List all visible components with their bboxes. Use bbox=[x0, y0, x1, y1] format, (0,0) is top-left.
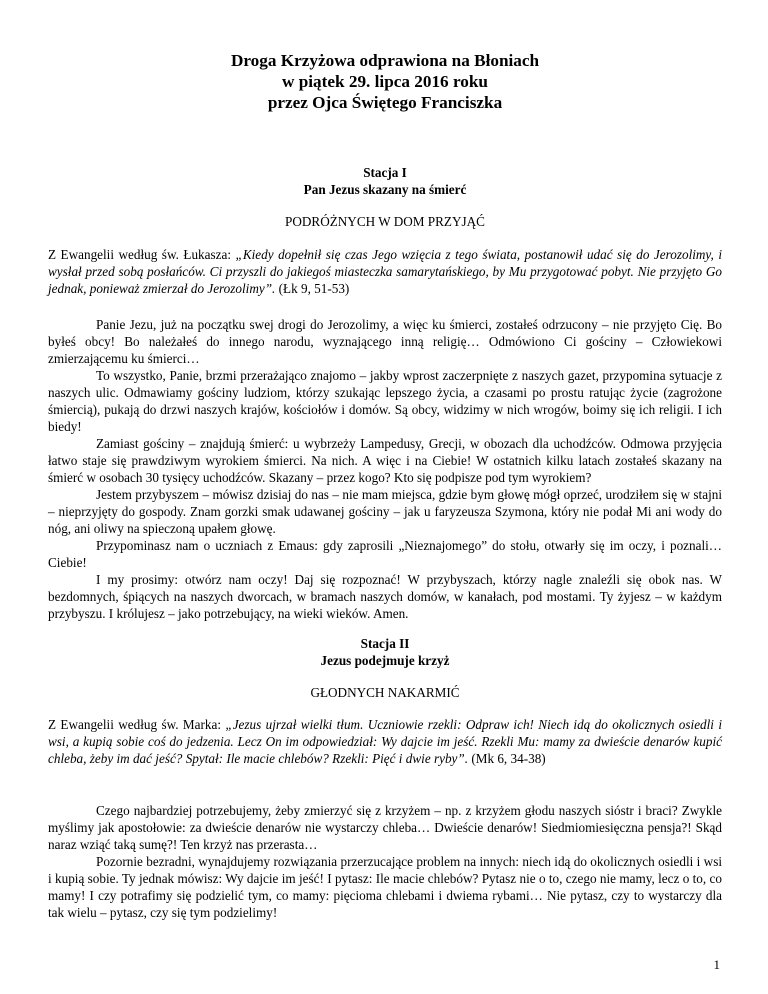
station-1-gospel bbox=[48, 246, 722, 297]
paragraph: Panie Jezu, już na początku swej drogi do Jerozolimy, a więc ku śmierci, zostałeś odrzucony – nie przyjęto Cię. Bo byłeś obcy! Bo należałeś do innego narodu, wyznającego inną religię… Odmówiono Ci gościny – Człowiekowi zmierzającemu ku śmierci… bbox=[48, 317, 722, 366]
station-2-heading: Stacja II bbox=[360, 636, 410, 651]
gospel-intro: Z Ewangelii według św. Marka: bbox=[48, 717, 226, 732]
paragraph: To wszystko, Panie, brzmi przerażająco znajomo – jakby wprost zaczerpnięte z naszych gazet, przypomina sytuacje z naszych ulic. Odmawiamy gościny ludziom, którzy szukając lepszego życia, a czasami po prostu ratując życie (zagrożone śmiercią), pukają do drzwi naszych krajów, kościołów i domów. Są obcy, widzimy w nich wrogów, boimy się ich religii. I ich biedy! bbox=[48, 368, 722, 434]
gospel-quote: „Kiedy dopełnił się czas Jego wzięcia z tego świata, postanowił udać się do Jerozolimy, i wysłał przed sobą posłańców. Ci przyszli do jakiegoś miasteczka samarytańskiego, by Mu przygotować pobyt. Nie przyjęto Go jednak, ponieważ zmierzał do Jerozolimy”. bbox=[48, 247, 722, 296]
paragraph: I my prosimy: otwórz nam oczy! Daj się rozpoznać! W przybyszach, którzy nagle znaleźli się obok nas. W bezdomnych, śpiących na naszych dworcach, w bramach naszych domów, w kanałach, pod mostami. Ty żyjesz – w każdym przybyszu. I królujesz – jako potrzebujący, na wieki wieków. Amen. bbox=[48, 572, 722, 621]
document-title bbox=[48, 50, 722, 113]
station-2-gospel bbox=[48, 716, 722, 767]
paragraph: Przypominasz nam o uczniach z Emaus: gdy zaprosili „Nieznajomego” do stołu, otwarły się im oczy, i poznali… Ciebie! bbox=[48, 538, 722, 570]
title-line-1: Droga Krzyżowa odprawiona na Błoniach bbox=[230, 51, 540, 70]
gospel-reference: (Mk 6, 34-38) bbox=[468, 751, 546, 766]
title-line-2: w piątek 29. lipca 2016 roku bbox=[282, 72, 488, 91]
station-2-body bbox=[48, 802, 722, 921]
station-1-subtitle: Pan Jezus skazany na śmierć bbox=[303, 182, 467, 197]
gospel-reference: (Łk 9, 51-53) bbox=[275, 281, 350, 296]
gospel-intro: Z Ewangelii według św. Łukasza: bbox=[48, 247, 236, 262]
station-1-theme: PODRÓŻNYCH W DOM PRZYJĄĆ bbox=[285, 214, 485, 229]
station-1-heading: Stacja I bbox=[363, 165, 407, 180]
page-number: 1 bbox=[713, 957, 720, 972]
station-2-theme: GŁODNYCH NAKARMIĆ bbox=[310, 685, 460, 700]
paragraph: Jestem przybyszem – mówisz dzisiaj do nas – nie mam miejsca, gdzie bym głowę mógł oprzeć, urodziłem się w stajni – nieprzyjęty do gospody. Znam gorzki smak udawanej gościny – jak u faryzeusza Szymona, który nie podał Mi ani wody do nóg, ani oliwy na spieczoną upałem głowę. bbox=[48, 487, 722, 536]
station-1-body bbox=[48, 316, 722, 622]
paragraph: Pozornie bezradni, wynajdujemy rozwiązania przerzucające problem na innych: niech idą do okolicznych osiedli i wsi i kupią sobie. Ty jednak mówisz: Wy dajcie im jeść! I pytasz: Ile macie chlebów? Pytasz nie o to, czego nie mamy, lecz o to, co mamy! I czy potrafimy się podzielić tym, co mamy: pięcioma chlebami i dwiema rybami… Nie pytasz, czy to wystarczy dla tak wielu – pytasz, czy się tym podzielimy! bbox=[48, 854, 722, 920]
paragraph: Zamiast gościny – znajdują śmierć: u wybrzeży Lampedusy, Grecji, w obozach dla uchodźców. Odmowa przyjęcia łatwo staje się prawdziwym wyrokiem śmierci. Na nich. A więc i na Ciebie! W ostatnich kilku latach zostałeś skazany na śmierć w osobach 30 tysięcy uchodźców. Skazany – przez kogo? Kto się podpisze pod tym wyrokiem? bbox=[48, 436, 722, 485]
paragraph: Czego najbardziej potrzebujemy, żeby zmierzyć się z krzyżem – np. z krzyżem głodu naszych sióstr i braci? Zwykle myślimy jak apostołowie: za dwieście denarów nie wystarczy chleba… Dwieście denarów! Siedmiomiesięczna pensja?! Skąd naraz wziąć taką sumę?! Ten krzyż nas przerasta… bbox=[48, 803, 722, 852]
station-2-subtitle: Jezus podejmuje krzyż bbox=[320, 653, 450, 668]
title-line-3: przez Ojca Świętego Franciszka bbox=[267, 93, 503, 112]
gospel-quote: „Jezus ujrzał wielki tłum. Uczniowie rzekli: Odpraw ich! Niech idą do okolicznych osiedli i wsi, a kupią sobie coś do jedzenia. Lecz On im odpowiedział: Wy dajcie im jeść. Rzekli Mu: mamy za dwieście denarów kupić chleba, żeby im dać jeść? Spytał: Ile macie chlebów? Rzekli: Pięć i dwie ryby”. bbox=[48, 717, 722, 766]
